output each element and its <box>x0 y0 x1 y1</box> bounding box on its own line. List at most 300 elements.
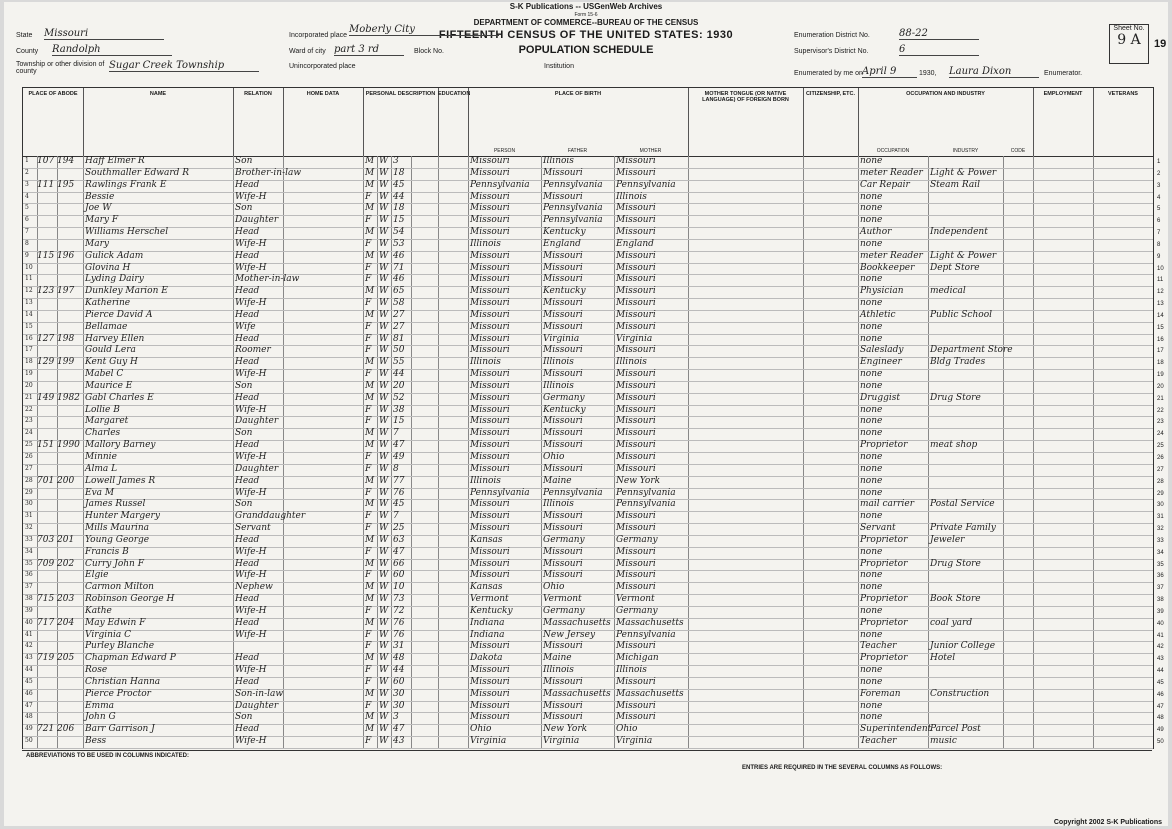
cell-sex: F <box>365 452 372 462</box>
cell-rel: Head <box>235 724 260 735</box>
right-line-number: 30 <box>1157 502 1164 509</box>
cell-race: W <box>379 582 389 593</box>
cell-age: 10 <box>393 582 405 593</box>
line-number: 11 <box>25 275 33 283</box>
cell-race: W <box>379 724 389 735</box>
cell-mb: Missouri <box>616 274 656 285</box>
cell-mb: Pennsylvania <box>616 629 676 640</box>
right-line-number: 26 <box>1157 455 1164 461</box>
row-line <box>23 748 1153 749</box>
cell-fb: New York <box>543 724 588 735</box>
right-line-number: 36 <box>1157 573 1164 580</box>
cell-mb: Missouri <box>616 676 656 687</box>
cell-mb: Missouri <box>616 511 656 522</box>
cell-rel: Wife-H <box>235 570 267 581</box>
township-label: Township or other division of county <box>16 61 105 75</box>
right-line-number: 33 <box>1157 537 1164 544</box>
cell-age: 48 <box>393 653 405 664</box>
cell-age: 58 <box>393 298 405 309</box>
cell-sex: M <box>365 250 375 261</box>
cell-pb: Missouri <box>470 333 510 344</box>
cell-name: Bellamae <box>85 321 128 332</box>
cell-name: Francis B <box>85 546 129 557</box>
cell-fb: Missouri <box>543 700 583 711</box>
cell-pb: Missouri <box>470 712 510 723</box>
cell-occ: none <box>860 452 883 462</box>
cell-occ: Engineer <box>860 357 902 368</box>
incorporated-value: Moberly City <box>349 24 499 36</box>
cell-pb: Missouri <box>470 463 510 474</box>
cell-age: 18 <box>393 203 405 214</box>
cell-mb: Vermont <box>616 594 655 605</box>
cell-pb: Missouri <box>470 440 510 451</box>
right-line-number: 49 <box>1157 727 1164 734</box>
cell-name: Virginia C <box>85 629 131 640</box>
cell-fb: Massachusetts <box>543 617 611 628</box>
cell-name: Katherine <box>85 298 131 309</box>
cell-ind: Parcel Post <box>930 724 981 735</box>
cell-race: W <box>379 546 389 557</box>
cell-sex: F <box>365 262 372 273</box>
cell-pb: Missouri <box>470 452 510 462</box>
cell-ind: Dept Store <box>930 262 980 273</box>
line-number: 15 <box>25 322 33 330</box>
department-title: DEPARTMENT OF COMMERCE--BUREAU OF THE CENSUS <box>473 18 699 27</box>
cell-occ: none <box>860 582 883 593</box>
cell-age: 3 <box>393 712 399 723</box>
cell-occ: Physician <box>860 286 904 297</box>
cell-name: Maurice E <box>85 380 133 391</box>
cell-name: Charles <box>85 428 121 439</box>
cell-race: W <box>379 440 389 451</box>
cell-race: W <box>379 676 389 687</box>
right-line-number: 11 <box>1157 277 1164 284</box>
cell-fb: Virginia <box>543 736 580 747</box>
cell-race: W <box>379 333 389 344</box>
right-line-number: 17 <box>1157 348 1164 355</box>
line-number: 24 <box>25 429 33 437</box>
cell-pb: Kansas <box>470 534 503 545</box>
block-label: Block No. <box>414 48 444 55</box>
cell-occ: none <box>860 712 883 723</box>
cell-age: 7 <box>393 428 399 439</box>
township-value: Sugar Creek Township <box>109 60 259 72</box>
cell-sex: M <box>365 428 375 439</box>
cell-occ: none <box>860 605 883 616</box>
cell-age: 25 <box>393 523 405 534</box>
sheet-label: Sheet No. <box>1113 25 1145 32</box>
cell-sex: M <box>365 179 375 190</box>
cell-pb: Missouri <box>470 262 510 273</box>
cell-pb: Missouri <box>470 227 510 238</box>
cell-age: 44 <box>393 191 405 202</box>
cell-mb: Ohio <box>616 724 638 735</box>
cell-occ: mail carrier <box>860 499 915 510</box>
right-line-number: 18 <box>1157 360 1164 367</box>
cell-pb: Pennsylvania <box>470 487 530 498</box>
cell-mb: Missouri <box>616 156 656 166</box>
sub-person: PERSON <box>493 148 516 154</box>
cell-mb: Missouri <box>616 546 656 557</box>
cell-occ: Proprietor <box>860 558 908 569</box>
enumerator-name: Laura Dixon <box>949 66 1039 78</box>
cell-name: Eva M <box>85 487 115 498</box>
cell-age: 46 <box>393 250 405 261</box>
right-line-number: 8 <box>1157 241 1161 248</box>
cell-age: 72 <box>393 605 405 616</box>
cell-pb: Illinois <box>470 357 501 368</box>
cell-fb: Missouri <box>543 676 583 687</box>
cell-occ: none <box>860 203 883 214</box>
cell-sex: M <box>365 357 375 368</box>
cell-race: W <box>379 191 389 202</box>
right-line-number: 46 <box>1157 691 1164 698</box>
cell-pb: Missouri <box>470 274 510 285</box>
supervisor-value: 6 <box>899 44 979 56</box>
cell-rel: Head <box>235 250 260 261</box>
cell-fam: 205 <box>57 653 75 664</box>
cell-race: W <box>379 179 389 190</box>
cell-pb: Missouri <box>470 558 510 569</box>
cell-rel: Daughter <box>235 215 279 226</box>
line-number: 27 <box>25 464 33 472</box>
cell-name: Williams Herschel <box>85 227 169 238</box>
cell-name: Curry John F <box>85 558 144 569</box>
line-number: 16 <box>25 334 33 342</box>
cell-occ: none <box>860 298 883 309</box>
cell-sex: M <box>365 712 375 723</box>
col-home-data: HOME DATA <box>283 88 364 156</box>
line-number: 8 <box>25 239 29 247</box>
cell-rel: Son <box>235 499 253 510</box>
cell-rel: Wife <box>235 321 256 332</box>
cell-race: W <box>379 215 389 226</box>
cell-name: Gabl Charles E <box>85 392 154 403</box>
cell-rel: Wife-H <box>235 546 267 557</box>
state-value: Missouri <box>44 28 164 40</box>
line-number: 2 <box>25 168 29 176</box>
cell-race: W <box>379 558 389 569</box>
cell-mb: Pennsylvania <box>616 487 676 498</box>
cell-pb: Vermont <box>470 594 509 605</box>
cell-name: Carmon Milton <box>85 582 154 593</box>
cell-age: 47 <box>393 546 405 557</box>
cell-race: W <box>379 617 389 628</box>
cell-fam: 204 <box>57 617 75 628</box>
cell-name: Harvey Ellen <box>85 333 145 344</box>
cell-mb: Missouri <box>616 582 656 593</box>
cell-age: 60 <box>393 570 405 581</box>
cell-fb: Maine <box>543 475 572 486</box>
cell-occ: none <box>860 511 883 522</box>
line-number: 41 <box>25 630 33 638</box>
enumerator-label: Enumerator. <box>1044 70 1083 77</box>
cell-pb: Missouri <box>470 416 510 427</box>
cell-sex: F <box>365 629 372 640</box>
cell-mb: Missouri <box>616 416 656 427</box>
cell-ind: Drug Store <box>930 392 981 403</box>
line-number: 23 <box>25 417 33 425</box>
cell-pb: Missouri <box>470 191 510 202</box>
cell-mb: Massachusetts <box>616 617 684 628</box>
line-number: 22 <box>25 405 33 413</box>
cell-dw: 115 <box>37 250 55 261</box>
cell-ind: Junior College <box>930 641 996 652</box>
cell-rel: Head <box>235 653 260 664</box>
cell-age: 27 <box>393 321 405 332</box>
cell-pb: Missouri <box>470 641 510 652</box>
cell-mb: Missouri <box>616 227 656 238</box>
line-number: 40 <box>25 618 33 626</box>
cell-sex: F <box>365 665 372 676</box>
cell-sex: M <box>365 724 375 735</box>
cell-mb: Germany <box>616 534 658 545</box>
cell-occ: none <box>860 191 883 202</box>
cell-name: Elgie <box>85 570 109 581</box>
cell-fb: Ohio <box>543 452 565 462</box>
cell-fb: Missouri <box>543 298 583 309</box>
line-number: 17 <box>25 346 33 354</box>
col-veterans: VETERANS <box>1108 91 1138 97</box>
cell-fb: Missouri <box>543 167 583 178</box>
cell-occ: none <box>860 676 883 687</box>
cell-fb: Virginia <box>543 333 580 344</box>
line-number: 13 <box>25 299 33 307</box>
cell-age: 53 <box>393 238 405 249</box>
enumerated-date: April 9 <box>862 66 917 78</box>
cell-fam: 198 <box>57 333 75 344</box>
col-relation: RELATION <box>233 88 284 156</box>
cell-mb: Illinois <box>616 191 647 202</box>
cell-name: Purley Blanche <box>85 641 155 652</box>
cell-occ: none <box>860 416 883 427</box>
right-line-number: 19 <box>1157 372 1164 379</box>
unincorporated-label: Unincorporated place <box>289 63 356 70</box>
incorporated-label: Incorporated place <box>289 32 347 39</box>
line-number: 14 <box>25 310 33 318</box>
cell-name: Dunkley Marion E <box>85 286 168 297</box>
cell-race: W <box>379 570 389 581</box>
cell-pb: Kansas <box>470 582 503 593</box>
line-number: 48 <box>25 713 33 721</box>
cell-fb: Missouri <box>543 712 583 723</box>
cell-mb: Missouri <box>616 250 656 261</box>
cell-occ: none <box>860 463 883 474</box>
cell-sex: M <box>365 380 375 391</box>
cell-ind: Construction <box>930 688 990 699</box>
cell-sex: M <box>365 534 375 545</box>
cell-race: W <box>379 416 389 427</box>
cell-rel: Head <box>235 357 260 368</box>
cell-mb: Missouri <box>616 404 656 415</box>
cell-mb: Missouri <box>616 463 656 474</box>
cell-ind: music <box>930 736 957 747</box>
cell-sex: F <box>365 416 372 427</box>
cell-rel: Son <box>235 380 253 391</box>
cell-age: 60 <box>393 676 405 687</box>
right-line-number: 20 <box>1157 383 1164 390</box>
line-number: 18 <box>25 358 33 366</box>
cell-fb: Missouri <box>543 369 583 380</box>
cell-occ: Druggist <box>860 392 900 403</box>
cell-rel: Daughter <box>235 416 279 427</box>
sub-father: FATHER <box>567 148 588 154</box>
cell-pb: Missouri <box>470 665 510 676</box>
cell-dw: 123 <box>37 286 55 297</box>
cell-mb: Missouri <box>616 712 656 723</box>
cell-name: James Russel <box>85 499 146 510</box>
cell-fam: 1990 <box>57 440 80 451</box>
cell-mb: Illinois <box>616 665 647 676</box>
col-citizenship: CITIZENSHIP, ETC. <box>803 88 859 156</box>
institution-label: Institution <box>544 63 574 70</box>
cell-occ: none <box>860 274 883 285</box>
cell-occ: Proprietor <box>860 594 908 605</box>
right-line-number: 50 <box>1157 739 1164 746</box>
line-number: 43 <box>25 654 33 662</box>
cell-rel: Wife-H <box>235 369 267 380</box>
line-number: 36 <box>25 571 33 579</box>
right-line-number: 28 <box>1157 478 1164 485</box>
cell-occ: Proprietor <box>860 534 908 545</box>
line-number: 26 <box>25 453 33 460</box>
cell-rel: Wife-H <box>235 605 267 616</box>
cell-race: W <box>379 156 389 166</box>
cell-name: Bessie <box>85 191 115 202</box>
cell-occ: none <box>860 428 883 439</box>
cell-pb: Missouri <box>470 298 510 309</box>
cell-fb: Vermont <box>543 594 582 605</box>
cell-pb: Missouri <box>470 392 510 403</box>
cell-age: 45 <box>393 499 405 510</box>
right-line-number: 21 <box>1157 395 1164 402</box>
cell-race: W <box>379 700 389 711</box>
cell-age: 76 <box>393 629 405 640</box>
supervisor-label: Supervisor's District No. <box>794 48 869 55</box>
cell-name: Pierce Proctor <box>85 688 151 699</box>
cell-fb: Missouri <box>543 511 583 522</box>
cell-fb: Missouri <box>543 416 583 427</box>
cell-mb: Missouri <box>616 369 656 380</box>
enumerated-year: 1930, <box>919 70 937 77</box>
line-number: 5 <box>25 204 29 212</box>
cell-sex: M <box>365 617 375 628</box>
cell-occ: Proprietor <box>860 653 908 664</box>
cell-age: 44 <box>393 665 405 676</box>
cell-fb: Illinois <box>543 156 574 166</box>
cell-mb: Virginia <box>616 736 653 747</box>
cell-race: W <box>379 167 389 178</box>
form-number: Form 15-6 <box>574 12 598 18</box>
cell-ind: Book Store <box>930 594 981 605</box>
cell-sex: M <box>365 499 375 510</box>
cell-fb: Missouri <box>543 428 583 439</box>
cell-pb: Missouri <box>470 676 510 687</box>
cell-occ: none <box>860 321 883 332</box>
line-number: 4 <box>25 192 29 200</box>
cell-rel: Son <box>235 428 253 439</box>
cell-fb: Pennsylvania <box>543 203 603 214</box>
line-number: 50 <box>25 737 33 745</box>
cell-sex: F <box>365 511 372 522</box>
cell-age: 20 <box>393 380 405 391</box>
cell-name: Mills Maurina <box>85 523 150 534</box>
cell-race: W <box>379 392 389 403</box>
line-number: 30 <box>25 500 33 508</box>
cell-occ: meter Reader <box>860 250 923 261</box>
cell-mb: Pennsylvania <box>616 179 676 190</box>
cell-sex: F <box>365 238 372 249</box>
cell-pb: Missouri <box>470 215 510 226</box>
cell-rel: Nephew <box>235 582 273 593</box>
cell-sex: F <box>365 215 372 226</box>
cell-dw: 715 <box>37 594 55 605</box>
cell-age: 76 <box>393 487 405 498</box>
cell-race: W <box>379 274 389 285</box>
line-number: 28 <box>25 476 33 484</box>
cell-age: 44 <box>393 369 405 380</box>
cell-rel: Head <box>235 534 260 545</box>
cell-age: 30 <box>393 700 405 711</box>
cell-age: 54 <box>393 227 405 238</box>
line-number: 46 <box>25 689 33 697</box>
cell-name: Young George <box>85 534 150 545</box>
cell-fb: Missouri <box>543 191 583 202</box>
cell-occ: Superintendent <box>860 724 932 735</box>
cell-pb: Missouri <box>470 203 510 214</box>
cell-sex: F <box>365 274 372 285</box>
right-line-number: 10 <box>1157 265 1164 272</box>
cell-fam: 194 <box>57 156 75 166</box>
cell-name: Mary F <box>85 215 119 226</box>
cell-ind: Department Store <box>930 345 1013 356</box>
col-employment: EMPLOYMENT <box>1033 88 1094 156</box>
cell-name: Lowell James R <box>85 475 156 486</box>
line-number: 3 <box>25 180 29 188</box>
cell-fam: 195 <box>57 179 75 190</box>
cell-fb: Missouri <box>543 523 583 534</box>
cell-pb: Missouri <box>470 369 510 380</box>
right-line-number: 5 <box>1157 206 1161 213</box>
cell-fb: Germany <box>543 605 585 616</box>
cell-occ: none <box>860 546 883 557</box>
line-number: 39 <box>25 606 33 614</box>
cell-mb: Missouri <box>616 440 656 451</box>
cell-dw: 151 <box>37 440 55 451</box>
cell-rel: Son <box>235 156 253 166</box>
line-number: 38 <box>25 595 33 603</box>
cell-fb: Missouri <box>543 570 583 581</box>
cell-rel: Wife-H <box>235 665 267 676</box>
cell-sex: M <box>365 203 375 214</box>
cell-mb: Missouri <box>616 298 656 309</box>
cell-rel: Wife-H <box>235 629 267 640</box>
cell-fb: Illinois <box>543 380 574 391</box>
cell-pb: Missouri <box>470 380 510 391</box>
line-number: 10 <box>25 263 33 271</box>
county-value: Randolph <box>52 44 172 56</box>
cell-occ: Teacher <box>860 736 897 747</box>
line-number: 37 <box>25 583 33 591</box>
cell-dw: 703 <box>37 534 55 545</box>
cell-name: Robinson George H <box>85 594 175 605</box>
cell-occ: Car Repair <box>860 179 910 190</box>
cell-mb: Missouri <box>616 558 656 569</box>
cell-ind: medical <box>930 286 966 297</box>
right-line-number: 15 <box>1157 324 1164 331</box>
cell-race: W <box>379 404 389 415</box>
line-number: 49 <box>25 725 33 733</box>
